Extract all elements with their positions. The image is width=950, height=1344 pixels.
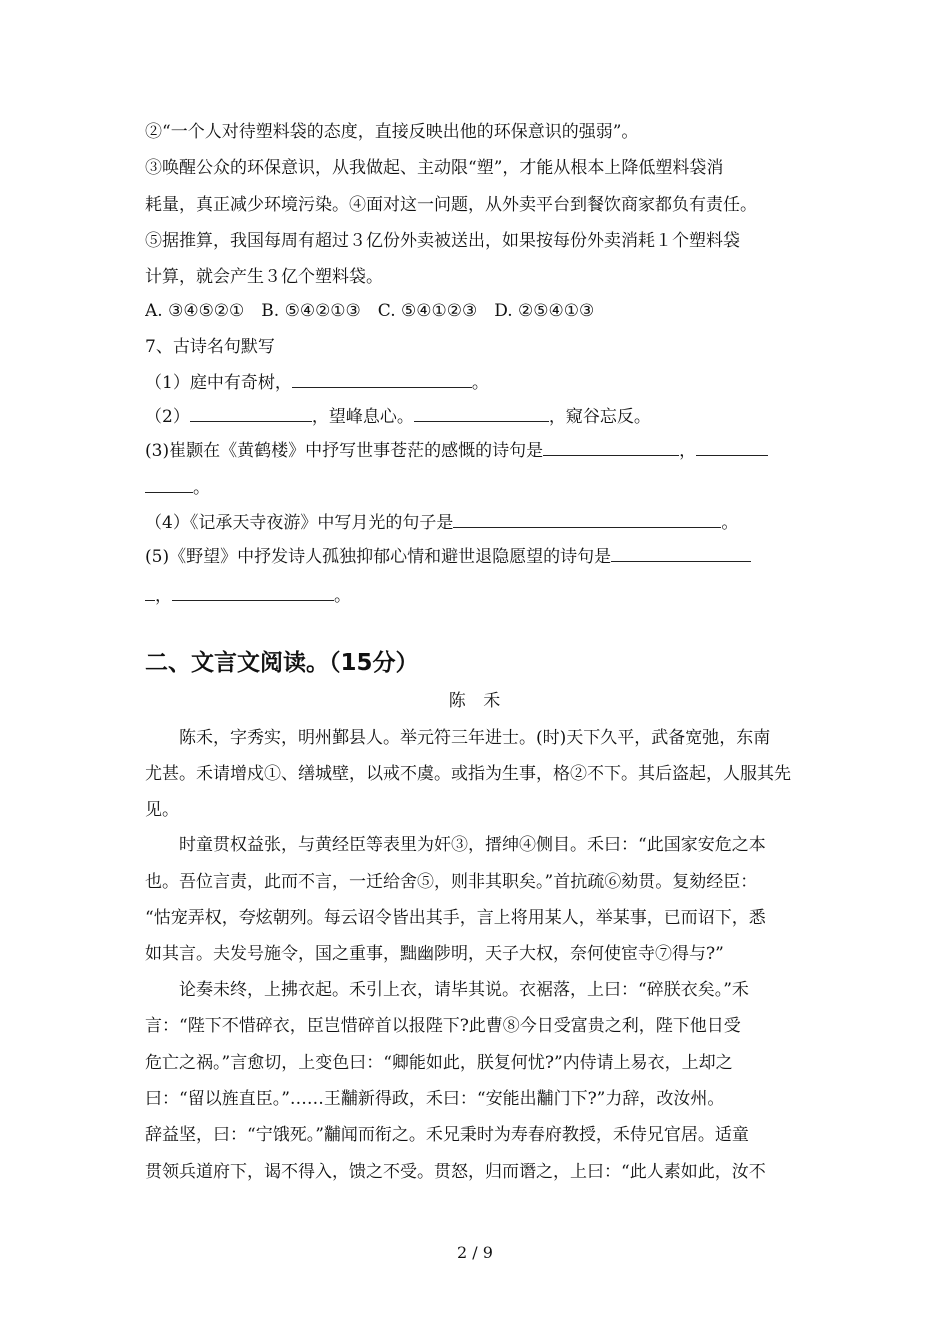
passage-line: 论奏未终，上拂衣起。禾引上衣，请毕其说。衣裾落，上曰：“碎朕衣矣。”禾 <box>179 980 749 1000</box>
answer-blank[interactable] <box>543 438 679 456</box>
punct: ， <box>679 441 697 461</box>
poetry-q2-mid: ，望峰息心。 <box>311 407 414 427</box>
passage-line: 言：“陛下不惜碎衣，臣岂惜碎首以报陛下?此曹⑧今日受富贵之利，陛下他日受 <box>145 1016 741 1036</box>
passage-title: 陈 禾 <box>448 691 507 711</box>
passage-line: 辞益坚，曰：“宁饿死。”黼闻而衔之。禾兄秉时为寿春府教授，禾侍兄官居。适童 <box>145 1125 749 1145</box>
poetry-q3-text: (3)崔颢在《黄鹤楼》中抒写世事苍茫的感慨的诗句是 <box>145 441 544 461</box>
answer-blank[interactable] <box>190 404 312 422</box>
passage-line: 见。 <box>145 800 179 820</box>
page-number: 2 / 9 <box>457 1243 493 1262</box>
poetry-q2 <box>145 404 810 429</box>
poetry-q5-cont <box>145 583 810 608</box>
poetry-q1-text: （1）庭中有奇树， <box>145 373 292 393</box>
poetry-q3 <box>145 438 810 463</box>
answer-blank[interactable] <box>696 438 768 456</box>
punct: ， <box>155 586 172 606</box>
answer-blank[interactable] <box>172 583 334 601</box>
passage-line: 贯领兵道府下，谒不得入，馈之不受。贯怒，归而谮之，上曰：“此人素如此，汝不 <box>145 1162 766 1182</box>
punct: 。 <box>193 478 210 498</box>
passage-line: “怙宠弄权，夸炫朝列。每云诏令皆出其手，言上将用某人，举某事，已而诏下，悉 <box>145 908 766 928</box>
text-line: 计算，就会产生３亿个塑料袋。 <box>145 267 383 287</box>
passage-line: 时童贯权益张，与黄经臣等表里为奸③，搢绅④侧目。禾曰：“此国家安危之本 <box>179 835 766 855</box>
passage-line: 危亡之祸。”言愈切，上变色曰：“卿能如此，朕复何忧?”内侍请上易衣，上却之 <box>145 1053 733 1073</box>
punct: 。 <box>721 513 739 533</box>
answer-blank[interactable] <box>145 583 155 601</box>
answer-blank[interactable] <box>414 404 549 422</box>
answer-blank[interactable] <box>145 475 193 493</box>
poetry-q1 <box>145 370 810 395</box>
poetry-q5 <box>145 544 810 569</box>
passage-line: 曰：“留以旌直臣。”……王黼新得政，禾曰：“安能出黼门下?”力辞，改汝州。 <box>145 1089 725 1109</box>
passage-line: 陈禾，字秀实，明州鄞县人。举元符三年进士。(时)天下久平，武备宽弛，东南 <box>179 728 771 748</box>
section-title: 二、文言文阅读。（15分） <box>145 650 419 676</box>
question-heading: 7、古诗名句默写 <box>145 337 275 357</box>
poetry-q2-text: （2） <box>145 407 190 427</box>
poetry-q4-text: （4）《记承天寺夜游》中写月光的句子是 <box>145 513 454 533</box>
punct: 。 <box>471 373 489 393</box>
passage-line: 如其言。夫发号施令，国之重事，黜幽陟明，天子大权，奈何使宦寺⑦得与?” <box>145 944 724 964</box>
poetry-q2-end: ，窥谷忘反。 <box>548 407 651 427</box>
answer-blank[interactable] <box>453 510 721 528</box>
poetry-q4 <box>145 510 810 535</box>
text-line: ②“一个人对待塑料袋的态度，直接反映出他的环保意识的强弱”。 <box>145 122 639 142</box>
answer-options: A. ③④⑤②① B. ⑤④②①③ C. ⑤④①②③ D. ②⑤④①③ <box>145 301 595 321</box>
poetry-q3-cont <box>145 475 810 500</box>
passage-line: 尤甚。禾请增戍①、缮城壁，以戒不虞。或指为生事，格②不下。其后盗起，人服其先 <box>145 764 791 784</box>
punct: 。 <box>334 586 351 606</box>
passage-line: 也。吾位言责，此而不言，一迁给舍⑤，则非其职矣。”首抗疏⑥劾贯。复劾经臣： <box>145 872 758 892</box>
answer-blank[interactable] <box>292 370 472 388</box>
answer-blank[interactable] <box>611 544 751 562</box>
poetry-q5-text: (5)《野望》中抒发诗人孤独抑郁心情和避世退隐愿望的诗句是 <box>145 547 612 567</box>
text-line: ③唤醒公众的环保意识，从我做起、主动限“塑”，才能从根本上降低塑料袋消 <box>145 158 724 178</box>
text-line: ⑤据推算，我国每周有超过３亿份外卖被送出，如果按每份外卖消耗１个塑料袋 <box>145 231 740 251</box>
text-line: 耗量，真正减少环境污染。④面对这一问题，从外卖平台到餐饮商家都负有责任。 <box>145 195 757 215</box>
